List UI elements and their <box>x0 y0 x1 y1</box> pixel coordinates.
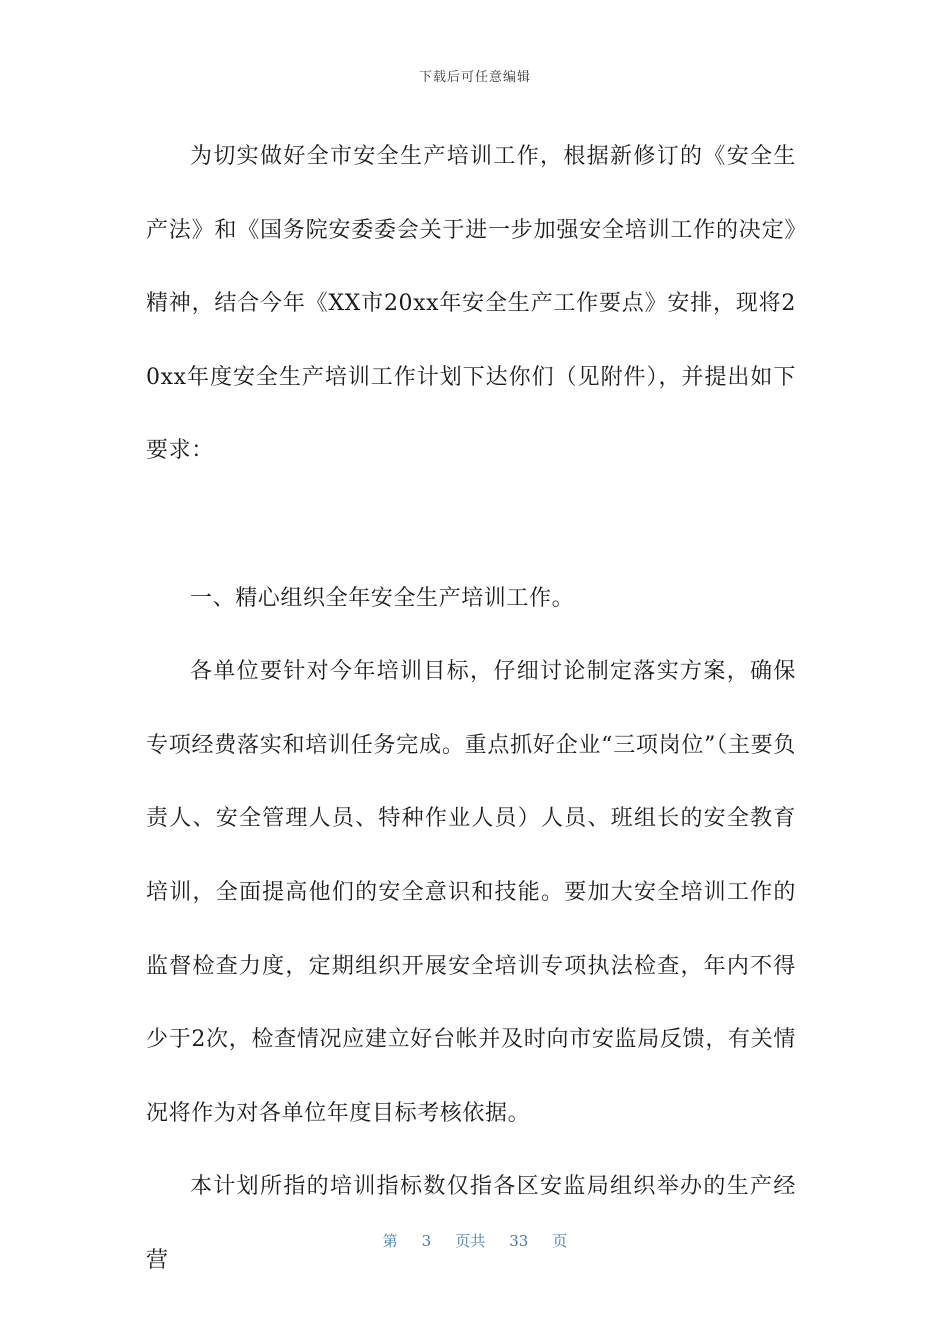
footer-prefix: 第 <box>382 1232 398 1250</box>
intro-paragraph: 为切实做好全市安全生产培训工作，根据新修订的《安全生产法》和《国务院安委委会关于进一步加强安全培训工作的决定》精神，结合今年《XX市20xx年安全生产工作要点》安排，现将20xx年度安全生产培训工作计划下达你们（见附件），并提出如下要求： <box>146 144 796 464</box>
paragraph-spacer <box>146 488 796 562</box>
section-note-paragraph: 本计划所指的培训指标数仅指各区安监局组织举办的生产经营 <box>146 1174 796 1273</box>
footer-middle: 页共 <box>455 1232 486 1250</box>
section-body-paragraph: 各单位要针对今年培训目标，仔细讨论制定落实方案，确保专项经费落实和培训任务完成。重点抓好企业“三项岗位”（主要负责人、安全管理人员、特种作业人员）人员、班组长的安全教育培训，全面提高他们的安全意识和技能。要加大安全培训工作的监督检查力度，定期组织开展安全培训专项执法检查，年内不得少于2次，检查情况应建立好台帐并及时向市安监局反馈，有关情况将作为对各单位年度目标考核依据。 <box>146 659 796 1126</box>
page-header: 下载后可任意编辑 <box>418 70 531 85</box>
current-page-number: 3 <box>421 1232 432 1250</box>
footer-suffix: 页 <box>552 1232 568 1250</box>
section-heading: 一、精心组织全年安全生产培训工作。 <box>190 585 575 611</box>
document-body <box>146 120 796 1298</box>
total-page-count: 33 <box>509 1232 529 1250</box>
page-footer <box>0 1230 950 1251</box>
